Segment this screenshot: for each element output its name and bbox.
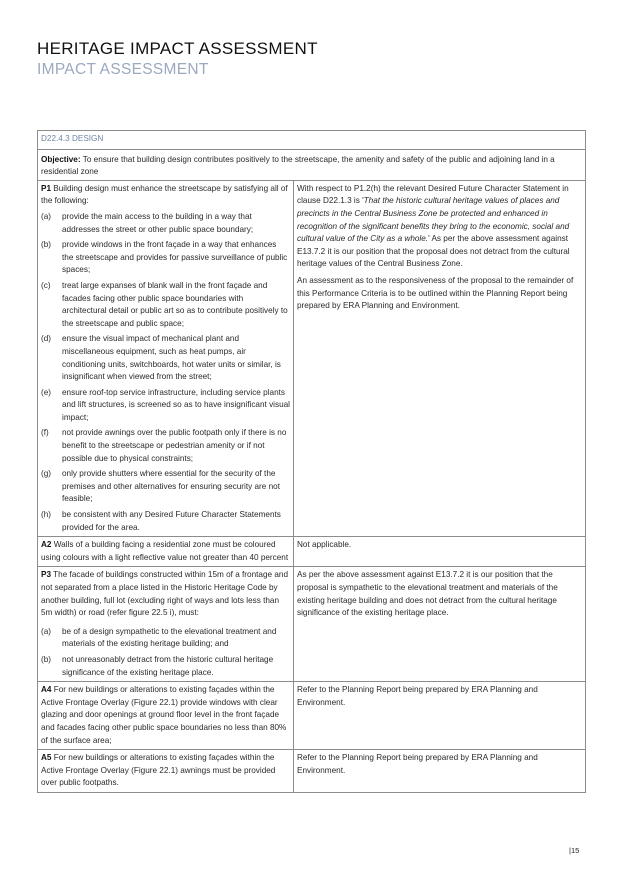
response-cell: Refer to the Planning Report being prepared by ERA Planning and Environment. <box>294 750 586 793</box>
table-row <box>38 682 586 750</box>
response-cell: Refer to the Planning Report being prepared by ERA Planning and Environment. <box>294 682 586 750</box>
table-row <box>38 567 586 682</box>
item-text: not unreasonably detract from the historic cultural heritage significance of the existing heritage place. <box>62 654 274 677</box>
item-letter: (g) <box>41 469 52 479</box>
item-letter: (c) <box>41 280 51 290</box>
item-text: ensure roof-top service infrastructure, including service plants and lift structures, is screened so as to have insignificant visual impact; <box>62 387 290 422</box>
list-item <box>41 468 290 506</box>
criteria-intro: For new buildings or alterations to existing façades within the Active Frontage Overlay (Figure 22.1) awnings must be provided over public footpaths. <box>41 753 276 788</box>
item-letter: (b) <box>41 654 52 664</box>
response-text: ' As per the above assessment against E13.7.2 it is our position that the proposal does not detract from the cultural heritage values of the Central Business Zone. <box>297 234 570 269</box>
item-text: treat large expanses of blank wall in the front façade and facades facing other public space boundaries with architectural detail or public art so as to contribute positively to the streetscape and public space; <box>62 280 288 328</box>
criteria-cell <box>38 750 294 793</box>
response-paragraph: An assessment as to the responsiveness of the proposal to the remainder of this Performance Criteria is to be outlined within the Planning Report being prepared by ERA Planning and Environment. <box>297 275 574 311</box>
response-cell: As per the above assessment against E13.7.2 it is our position that the proposal is sympathetic to the elevational treatment and materials of the existing heritage building and does not detract from the cultural heritage significance of the existing heritage place. <box>294 567 586 682</box>
criteria-code: A5 <box>41 753 52 763</box>
criteria-code: A2 <box>41 540 52 550</box>
criteria-intro: The facade of buildings constructed within 15m of a frontage and not separated from a place listed in the Historic Heritage Code by another building, full lot (excluding right of ways and lots less than 5m width) or road (refer figure 22.5 i), must: <box>41 570 289 618</box>
table-row <box>38 537 586 567</box>
criteria-list <box>41 211 290 534</box>
criteria-cell <box>38 537 294 567</box>
item-text: not provide awnings over the public footpath only if there is no benefit to the streetscape or pedestrian amenity or if not possible due to physical constraints; <box>62 428 287 463</box>
assessment-table <box>37 130 586 793</box>
objective-label: Objective: <box>41 154 81 164</box>
criteria-cell <box>38 682 294 750</box>
item-text: only provide shutters where essential for the security of the premises and other alternatives for ensuring security are not feasible; <box>62 469 280 504</box>
item-letter: (a) <box>41 211 52 221</box>
table-row <box>38 750 586 793</box>
criteria-list <box>41 626 290 679</box>
criteria-code: P1 <box>41 183 52 193</box>
list-item <box>41 626 290 651</box>
criteria-intro: Building design must enhance the streetscape by satisfying all of the following: <box>41 183 288 206</box>
objective-text: To ensure that building design contributes positively to the streetscape, the amenity and safety of the public and adjoining land in a residential zone <box>41 154 555 177</box>
criteria-intro: For new buildings or alterations to existing façades within the Active Frontage Overlay (Figure 22.1) provide windows with clear glazing and door openings at ground floor level in the front façade and facades facing other public space boundaries no less than 80% of the surface area; <box>41 685 287 745</box>
list-item <box>41 211 290 236</box>
criteria-cell <box>38 567 294 682</box>
response-cell: Not applicable. <box>294 537 586 567</box>
item-letter: (a) <box>41 626 52 636</box>
list-item <box>41 654 290 679</box>
item-text: provide windows in the front façade in a way that enhances the streetscape and provides for passive surveillance of public spaces; <box>62 240 288 275</box>
item-letter: (f) <box>41 428 49 438</box>
section-row <box>38 131 586 150</box>
list-item <box>41 387 290 425</box>
desired-character-quote: That the historic cultural heritage values of places and precincts in the Central Business Zone be protected and enhanced in recognition of the significant benefits they bring to the economic, social and cultural value of the City as a whole. <box>297 196 570 244</box>
objective-row <box>38 149 586 180</box>
item-text: ensure the visual impact of mechanical plant and miscellaneous equipment, such as heat pumps, air conditioning units, switchboards, hot water units or similar, is insignificant when viewed from the street; <box>62 334 281 382</box>
page-subtitle: IMPACT ASSESSMENT <box>37 61 209 78</box>
criteria-intro: Walls of a building facing a residential zone must be coloured using colours with a light reflective value not greater than 40 percent <box>41 540 289 562</box>
list-item <box>41 427 290 465</box>
item-text: be consistent with any Desired Future Character Statements provided for the area. <box>62 510 281 532</box>
item-text: provide the main access to the building in a way that addresses the street or other public space boundary; <box>62 211 254 234</box>
item-letter: (h) <box>41 510 52 520</box>
criteria-cell <box>38 180 294 536</box>
item-text: be of a design sympathetic to the elevational treatment and materials of the existing heritage building; and <box>62 626 277 649</box>
list-item <box>41 509 290 534</box>
item-letter: (d) <box>41 334 52 344</box>
item-letter: (e) <box>41 387 52 397</box>
response-paragraph <box>297 183 582 271</box>
criteria-code: P3 <box>41 570 52 580</box>
section-heading: D22.4.3 DESIGN <box>38 131 586 150</box>
item-letter: (b) <box>41 240 52 250</box>
page-title: HERITAGE IMPACT ASSESSMENT <box>37 39 318 58</box>
table-row <box>38 180 586 536</box>
list-item <box>41 333 290 383</box>
page-number: |15 <box>569 846 580 855</box>
objective-cell <box>38 149 586 180</box>
criteria-code: A4 <box>41 685 52 695</box>
list-item <box>41 239 290 277</box>
list-item <box>41 280 290 330</box>
response-text: With respect to P1.2(h) the relevant Desired Future Character Statement in clause D22.1.3 is ' <box>297 183 569 206</box>
response-cell <box>294 180 586 536</box>
